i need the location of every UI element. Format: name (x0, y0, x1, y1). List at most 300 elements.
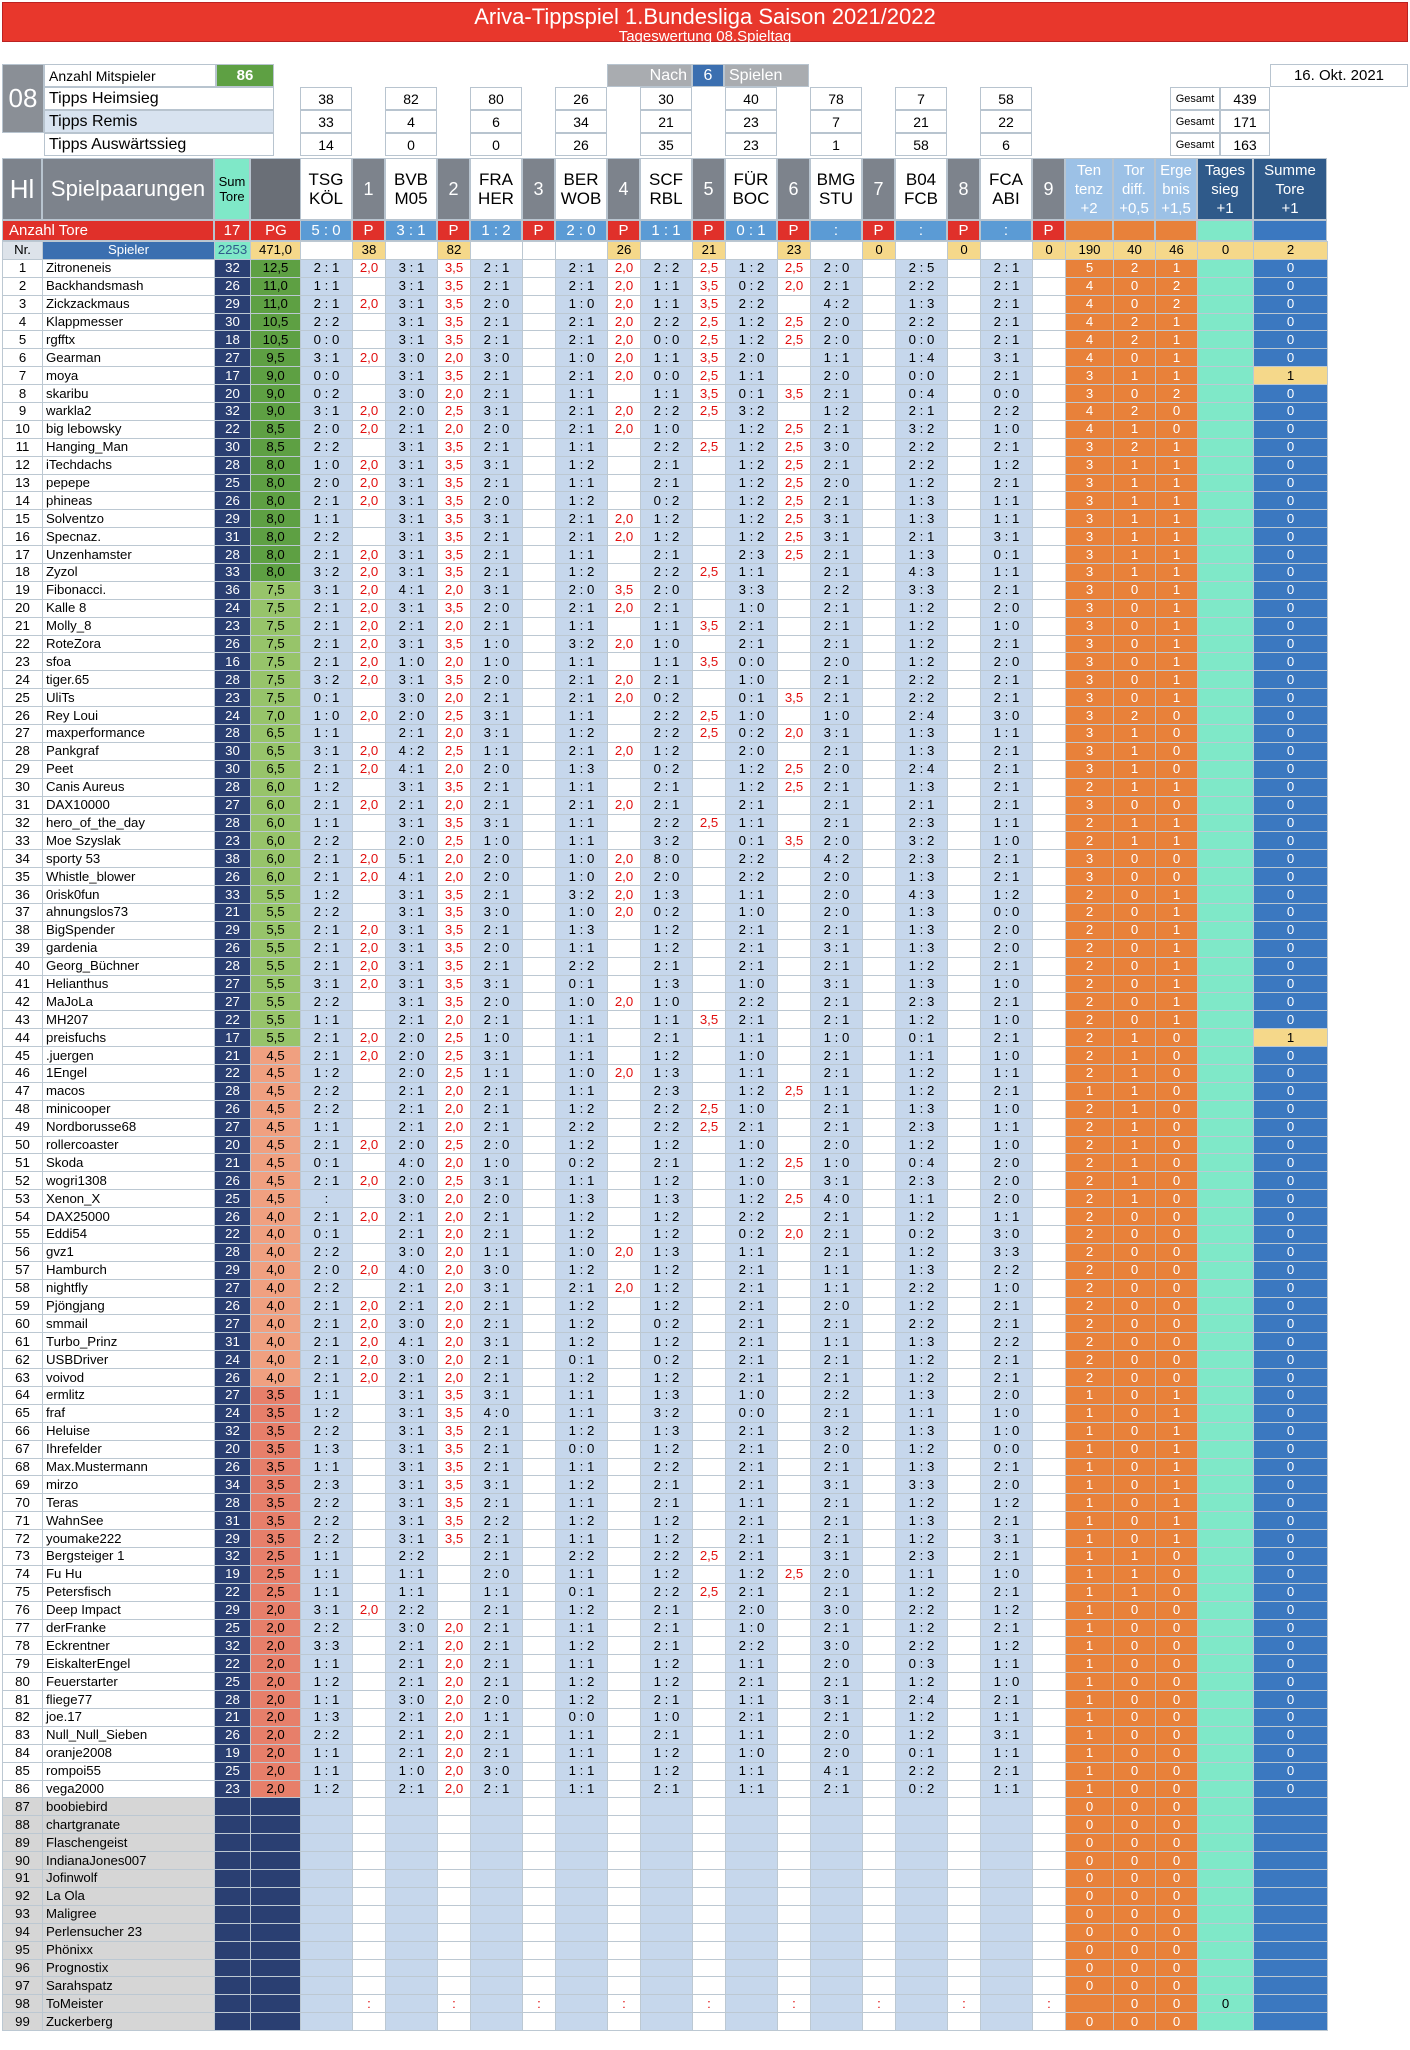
ergebnis-points: 1 (1156, 1512, 1198, 1530)
tip-points: 2,0 (608, 993, 641, 1011)
tip-cell: 2 : 0 (726, 349, 778, 367)
ergebnis-points: 1 (1156, 259, 1198, 277)
tip-points (523, 1923, 556, 1941)
tip-cell: 2 : 0 (811, 1726, 863, 1744)
nach-number: 6 (692, 64, 724, 87)
tip-cell: 1 : 1 (641, 653, 693, 671)
tipps-value: 40 (725, 87, 777, 110)
tip-cell: 2 : 1 (641, 671, 693, 689)
ergebnis-points: 0 (1156, 1100, 1198, 1118)
tip-cell: 2 : 2 (641, 1583, 693, 1601)
tip-cell: 2 : 0 (811, 367, 863, 385)
player-name: nightfly (43, 1279, 215, 1297)
tip-points (1033, 903, 1066, 921)
table-row (3, 546, 1328, 564)
points-pg: 6,5 (251, 742, 301, 760)
tip-cell: 2 : 1 (471, 1100, 523, 1118)
tip-points (1033, 850, 1066, 868)
tip-points (778, 1404, 811, 1422)
tendenz-points: 4 (1066, 349, 1114, 367)
tip-points: 3,5 (438, 456, 471, 474)
sum-tore: 22 (215, 1583, 251, 1601)
tordiff-points: 0 (1114, 1512, 1156, 1530)
tip-cell: 1 : 2 (556, 564, 608, 582)
tip-cell: 1 : 1 (981, 1064, 1033, 1082)
tip-cell: 2 : 1 (471, 796, 523, 814)
tip-points (1033, 1333, 1066, 1351)
row-number: 48 (3, 1100, 43, 1118)
tip-cell (981, 1887, 1033, 1905)
tip-cell: 2 : 0 (386, 403, 438, 421)
tagessieg-points (1198, 1029, 1254, 1047)
tip-points (1033, 1404, 1066, 1422)
tip-cell: 1 : 3 (641, 975, 693, 993)
nr-header: Nr. (3, 242, 43, 260)
tip-points (863, 492, 896, 510)
tip-points: 2,5 (778, 510, 811, 528)
points-pg: 2,0 (251, 1726, 301, 1744)
tip-points (863, 1279, 896, 1297)
tip-cell: 1 : 0 (556, 993, 608, 1011)
tip-points (863, 1726, 896, 1744)
tip-cell (641, 1870, 693, 1888)
tip-cell: 4 : 1 (811, 1762, 863, 1780)
tip-points: 2,0 (353, 921, 386, 939)
tip-cell: 0 : 1 (726, 385, 778, 403)
tip-cell: 2 : 2 (301, 832, 353, 850)
sum-tore: 26 (215, 1726, 251, 1744)
tip-points: : (693, 1995, 726, 2013)
tip-points (1033, 1583, 1066, 1601)
tip-points (863, 1458, 896, 1476)
tip-points (693, 939, 726, 957)
points-header-label: Tore (1275, 180, 1305, 198)
tip-points (608, 1548, 641, 1566)
table-row (3, 385, 1328, 403)
tip-cell: 3 : 1 (471, 1333, 523, 1351)
tip-points (523, 528, 556, 546)
tip-points (523, 546, 556, 564)
tip-points (948, 1279, 981, 1297)
tip-points (948, 1208, 981, 1226)
tip-points (353, 1118, 386, 1136)
tip-points: 2,5 (438, 1064, 471, 1082)
tip-points (1033, 1136, 1066, 1154)
tagessieg-points (1198, 1548, 1254, 1566)
tip-points (693, 993, 726, 1011)
tip-points (863, 796, 896, 814)
tordiff-points: 0 (1114, 1369, 1156, 1387)
tip-cell: 0 : 2 (301, 385, 353, 403)
tip-cell: 1 : 3 (896, 295, 948, 313)
tip-cell: 2 : 1 (981, 1351, 1033, 1369)
player-name: MH207 (43, 1011, 215, 1029)
tip-cell: 2 : 1 (726, 796, 778, 814)
tip-points (523, 742, 556, 760)
points-pg: 5,5 (251, 921, 301, 939)
tip-cell: 1 : 2 (556, 1512, 608, 1530)
tordiff-points: 1 (1114, 528, 1156, 546)
tip-points (1033, 1118, 1066, 1136)
summe-tore-points: 0 (1254, 1655, 1328, 1673)
table-row (3, 689, 1328, 707)
tip-points (863, 1530, 896, 1548)
tip-points: 2,5 (693, 564, 726, 582)
tip-points (353, 1959, 386, 1977)
tip-points: 2,0 (438, 1673, 471, 1691)
tagessieg-points (1198, 868, 1254, 886)
tip-points: 2,5 (693, 438, 726, 456)
tip-cell: 3 : 0 (811, 1601, 863, 1619)
match-result: 1 : 1 (640, 220, 692, 241)
tip-points (778, 868, 811, 886)
tip-cell: 3 : 0 (981, 1225, 1033, 1243)
tip-cell: 2 : 0 (471, 1136, 523, 1154)
tip-cell: 0 : 0 (556, 1440, 608, 1458)
tipps-value: 30 (640, 87, 692, 110)
row-number: 21 (3, 617, 43, 635)
tip-points (948, 1011, 981, 1029)
tip-cell: 2 : 1 (301, 259, 353, 277)
tip-points (863, 581, 896, 599)
tip-cell: 1 : 3 (896, 492, 948, 510)
tagessieg-points (1198, 725, 1254, 743)
tip-cell: 1 : 2 (556, 1333, 608, 1351)
points-pg: 3,5 (251, 1530, 301, 1548)
tip-points (438, 1905, 471, 1923)
sum-tore: 28 (215, 957, 251, 975)
tip-cell: 1 : 0 (726, 1387, 778, 1405)
summe-tore-points: 0 (1254, 1530, 1328, 1548)
tip-points (523, 1190, 556, 1208)
tip-cell (981, 1995, 1033, 2013)
tendenz-points: 1 (1066, 1673, 1114, 1691)
tip-points: 2,0 (608, 259, 641, 277)
team-code: ABI (992, 189, 1020, 208)
tip-points (1033, 1261, 1066, 1279)
table-row (3, 1565, 1328, 1583)
summe-tore-points: 0 (1254, 653, 1328, 671)
tipps-value: 33 (300, 110, 352, 133)
tip-cell: 2 : 1 (811, 599, 863, 617)
tendenz-points: 2 (1066, 1333, 1114, 1351)
tip-cell: 3 : 1 (386, 313, 438, 331)
tip-cell: 1 : 2 (896, 1583, 948, 1601)
tip-points (523, 1655, 556, 1673)
points-pg: 11,0 (251, 295, 301, 313)
player-name: Heluise (43, 1422, 215, 1440)
tip-points (863, 1333, 896, 1351)
row-number: 27 (3, 725, 43, 743)
tip-points (778, 1011, 811, 1029)
tip-cell: 2 : 1 (641, 1154, 693, 1172)
tordiff-points: 0 (1114, 1995, 1156, 2013)
sum-tore: 27 (215, 975, 251, 993)
tip-cell (471, 1977, 523, 1995)
tip-cell: 1 : 0 (641, 420, 693, 438)
tendenz-points: 0 (1066, 1977, 1114, 1995)
tip-points (863, 1047, 896, 1065)
tip-points (863, 957, 896, 975)
tagessieg-points (1198, 850, 1254, 868)
tip-cell: 3 : 0 (471, 349, 523, 367)
tip-cell: 2 : 0 (811, 313, 863, 331)
tip-cell: 2 : 1 (386, 1208, 438, 1226)
tip-cell: 0 : 0 (981, 385, 1033, 403)
row-number: 67 (3, 1440, 43, 1458)
tip-points (1033, 653, 1066, 671)
tip-cell: 2 : 0 (811, 760, 863, 778)
points-pg: 4,0 (251, 1315, 301, 1333)
row-number: 13 (3, 474, 43, 492)
tip-points (1033, 1905, 1066, 1923)
tip-points (863, 1225, 896, 1243)
tip-cell: 1 : 1 (981, 814, 1033, 832)
tendenz-points: 3 (1066, 635, 1114, 653)
tip-cell: 1 : 0 (556, 1243, 608, 1261)
tip-cell (386, 1941, 438, 1959)
tip-points (948, 1190, 981, 1208)
cell (386, 242, 438, 260)
team-code: FRA (479, 170, 513, 189)
tip-points (948, 403, 981, 421)
gesamt-label: Gesamt (1170, 110, 1220, 133)
tip-points (353, 1709, 386, 1727)
tip-points (608, 474, 641, 492)
tordiff-points: 0 (1114, 1905, 1156, 1923)
tendenz-points: 3 (1066, 546, 1114, 564)
tip-cell: 1 : 1 (556, 1780, 608, 1798)
player-name: Maligree (43, 1905, 215, 1923)
ergebnis-points: 1 (1156, 778, 1198, 796)
tip-points: 2,5 (778, 1565, 811, 1583)
table-row (3, 1583, 1328, 1601)
tordiff-points: 0 (1114, 1530, 1156, 1548)
tip-cell (811, 1941, 863, 1959)
points-pg: 3,5 (251, 1387, 301, 1405)
points-pg: 4,5 (251, 1172, 301, 1190)
tip-points (693, 1530, 726, 1548)
tip-cell (471, 1941, 523, 1959)
tip-cell: 2 : 2 (726, 850, 778, 868)
tip-points (693, 760, 726, 778)
points-pg: 4,0 (251, 1208, 301, 1226)
tip-points (353, 1476, 386, 1494)
sum-tore: 26 (215, 1100, 251, 1118)
tip-points (778, 1726, 811, 1744)
sum-tore: 32 (215, 403, 251, 421)
tip-points: : (438, 1995, 471, 2013)
match-number: 6 (777, 158, 810, 220)
tip-points (693, 1834, 726, 1852)
tip-points (778, 1887, 811, 1905)
tip-points (778, 599, 811, 617)
ergebnis-points: 0 (1156, 1047, 1198, 1065)
tip-cell: 2 : 2 (981, 1333, 1033, 1351)
tip-points (523, 921, 556, 939)
player-name: Eckrentner (43, 1637, 215, 1655)
ergebnis-points: 0 (1156, 1315, 1198, 1333)
points-header (1155, 158, 1197, 220)
table-row (3, 564, 1328, 582)
tip-points (438, 1816, 471, 1834)
player-name: Solventzo (43, 510, 215, 528)
tendenz-points: 5 (1066, 259, 1114, 277)
ergebnis-points: 0 (1156, 1762, 1198, 1780)
tip-cell: 3 : 1 (811, 510, 863, 528)
tip-cell: 2 : 1 (556, 689, 608, 707)
tip-cell: 8 : 0 (641, 850, 693, 868)
team-code: FCB (904, 189, 938, 208)
tip-cell: 1 : 2 (641, 528, 693, 546)
points-pg: 4,5 (251, 1190, 301, 1208)
tip-cell: 2 : 0 (981, 653, 1033, 671)
tip-cell: 0 : 0 (726, 1404, 778, 1422)
tip-cell: 2 : 1 (386, 796, 438, 814)
tip-cell: 2 : 1 (471, 921, 523, 939)
tip-cell: 1 : 2 (556, 1315, 608, 1333)
tip-cell: 3 : 1 (386, 528, 438, 546)
tip-cell: 3 : 1 (811, 1172, 863, 1190)
tip-points (778, 564, 811, 582)
tip-cell: 1 : 2 (556, 1691, 608, 1709)
tagessieg-points (1198, 1673, 1254, 1691)
tip-cell: 2 : 1 (556, 742, 608, 760)
tip-points (1033, 1512, 1066, 1530)
tip-points (863, 1297, 896, 1315)
tip-points (863, 778, 896, 796)
tip-cell: 1 : 2 (641, 1172, 693, 1190)
tip-cell: 2 : 4 (896, 707, 948, 725)
tendenz-points: 1 (1066, 1583, 1114, 1601)
tip-points (353, 1422, 386, 1440)
tip-cell: 2 : 0 (981, 599, 1033, 617)
tip-points (863, 850, 896, 868)
tip-points (693, 1941, 726, 1959)
tip-points (693, 1369, 726, 1387)
tordiff-points: 0 (1114, 1887, 1156, 1905)
tendenz-points: 3 (1066, 564, 1114, 582)
summe-tore-points: 0 (1254, 277, 1328, 295)
tip-cell (641, 1798, 693, 1816)
tip-cell: 1 : 3 (556, 760, 608, 778)
tip-points (948, 438, 981, 456)
tip-cell: 1 : 1 (726, 886, 778, 904)
tip-cell: 1 : 1 (301, 510, 353, 528)
tip-cell: 1 : 2 (556, 1601, 608, 1619)
tip-points (523, 1887, 556, 1905)
tip-cell (981, 1798, 1033, 1816)
tip-points (948, 1530, 981, 1548)
summe-tore-points: 0 (1254, 1387, 1328, 1405)
tip-points (863, 1619, 896, 1637)
tip-points (608, 1565, 641, 1583)
table-row (3, 1422, 1328, 1440)
tip-points: 2,0 (438, 1744, 471, 1762)
points-pg: 6,0 (251, 832, 301, 850)
tip-cell (471, 1995, 523, 2013)
tip-points (523, 1691, 556, 1709)
tip-points (863, 1387, 896, 1405)
tip-points (523, 1816, 556, 1834)
sum-tore: 26 (215, 635, 251, 653)
tordiff-points: 0 (1114, 1619, 1156, 1637)
row-number: 28 (3, 742, 43, 760)
tip-points (863, 474, 896, 492)
points-pg: 2,0 (251, 1762, 301, 1780)
tip-cell: 2 : 1 (811, 814, 863, 832)
tip-cell: 1 : 2 (641, 1208, 693, 1226)
tip-points (523, 313, 556, 331)
tendenz-points: 2 (1066, 993, 1114, 1011)
table-row (3, 993, 1328, 1011)
tip-cell (301, 1816, 353, 1834)
player-name: Perlensucher 23 (43, 1923, 215, 1941)
tip-points (353, 1583, 386, 1601)
tip-points (778, 1583, 811, 1601)
ergebnis-points: 1 (1156, 671, 1198, 689)
tip-cell: 2 : 1 (471, 474, 523, 492)
tip-cell: 1 : 0 (726, 707, 778, 725)
ergebnis-points: 0 (1156, 1887, 1198, 1905)
tip-cell: 1 : 1 (556, 1530, 608, 1548)
tipps-value: 7 (810, 110, 862, 133)
points-header-label: Ten (1076, 161, 1102, 179)
tip-cell: 1 : 3 (896, 921, 948, 939)
tip-points (523, 403, 556, 421)
tip-cell: 2 : 0 (811, 886, 863, 904)
ergebnis-points: 0 (1156, 1905, 1198, 1923)
tip-cell: 3 : 1 (301, 349, 353, 367)
tip-points (863, 1422, 896, 1440)
tip-cell: 1 : 1 (726, 564, 778, 582)
tip-points (863, 1476, 896, 1494)
tip-cell: 1 : 2 (556, 1476, 608, 1494)
tip-points (948, 1691, 981, 1709)
tip-points (948, 474, 981, 492)
tip-cell: 2 : 1 (811, 1315, 863, 1333)
tip-cell: 2 : 1 (811, 993, 863, 1011)
tip-points (523, 474, 556, 492)
ergebnis-points: 0 (1156, 1780, 1198, 1798)
tip-cell: 1 : 2 (896, 1243, 948, 1261)
tendenz-points: 2 (1066, 939, 1114, 957)
tendenz-points: 1 (1066, 1762, 1114, 1780)
tip-cell: 1 : 1 (556, 707, 608, 725)
tagessieg-points (1198, 1118, 1254, 1136)
tip-points (523, 1404, 556, 1422)
tip-points (863, 1923, 896, 1941)
tip-cell (556, 1923, 608, 1941)
tip-points: 2,0 (608, 510, 641, 528)
tip-cell: 2 : 1 (471, 1422, 523, 1440)
tagessieg-points (1198, 1619, 1254, 1637)
total-p (523, 242, 556, 260)
tip-points (523, 1852, 556, 1870)
tip-points: 2,0 (353, 295, 386, 313)
tip-points (778, 653, 811, 671)
summe-tore-points: 0 (1254, 528, 1328, 546)
tip-cell: 2 : 1 (301, 1208, 353, 1226)
tip-points (863, 1118, 896, 1136)
summe-tore-points: 0 (1254, 742, 1328, 760)
tip-points (948, 903, 981, 921)
row-number: 97 (3, 1977, 43, 1995)
ergebnis-points: 0 (1156, 1565, 1198, 1583)
tip-cell: 2 : 2 (301, 1100, 353, 1118)
ergebnis-points: 0 (1156, 1190, 1198, 1208)
points-pg: 4,0 (251, 1369, 301, 1387)
